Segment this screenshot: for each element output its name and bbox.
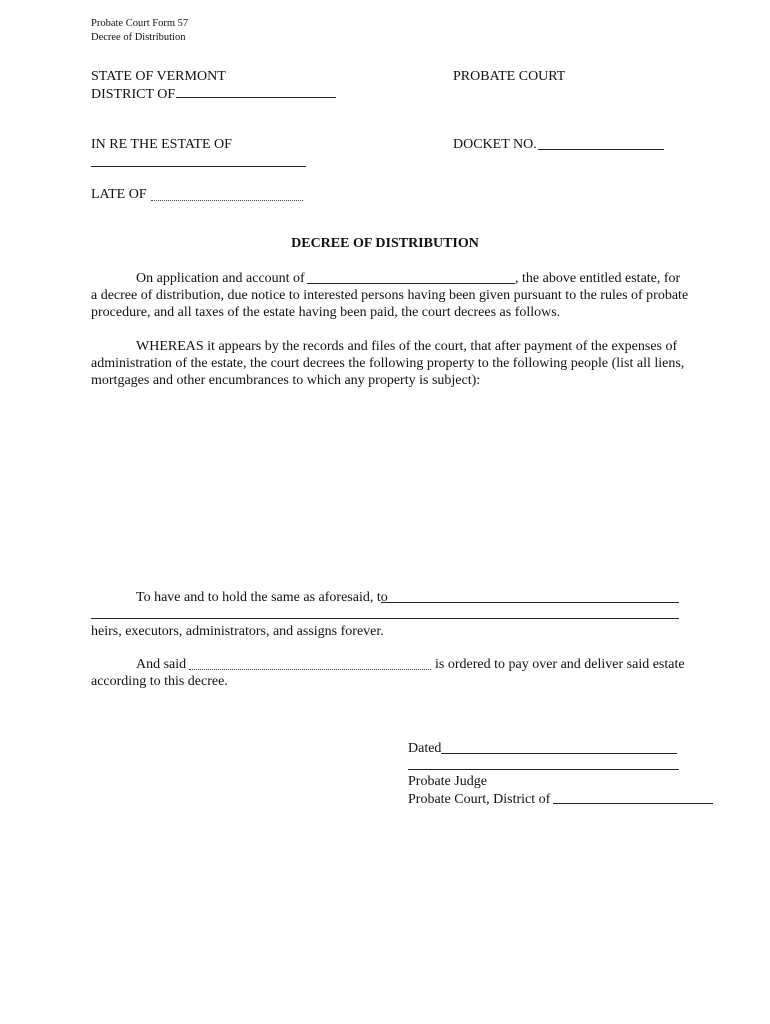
estate-label: IN RE THE ESTATE OF [91,137,232,152]
p1-rest: , the above entitled estate, for [515,271,681,286]
to-field-continued[interactable] [91,618,679,619]
late-of-field[interactable] [151,200,303,201]
district-field[interactable] [176,97,336,98]
p4-start: And said [136,657,187,672]
form-number: Probate Court Form 57 [91,18,189,29]
estate-name-field[interactable] [91,166,306,167]
state-label: STATE OF VERMONT [91,69,226,84]
applicant-field[interactable] [307,283,515,284]
judge-label: Probate Judge [408,774,487,789]
court-district-label: Probate Court, District of [408,792,551,807]
p1-line3: procedure, and all taxes of the estate having been paid, the court decrees as follows. [91,305,561,320]
p3-end: heirs, executors, administrators, and assigns forever. [91,624,384,639]
court-district-field[interactable] [553,803,713,804]
district-label: DISTRICT OF [91,87,176,102]
judge-signature-line[interactable] [408,769,679,770]
docket-label: DOCKET NO. [453,137,537,152]
court-label: PROBATE COURT [453,69,566,84]
to-field[interactable] [381,602,679,603]
p3-start: To have and to hold the same as aforesaid, to [136,590,388,605]
dated-label: Dated [408,741,442,756]
form-name: Decree of Distribution [91,32,186,43]
late-of-label: LATE OF [91,187,147,202]
p1-start: On application and account of [136,271,305,286]
p2-line2: administration of the estate, the court decrees the following property to the following people (list all liens, [91,356,685,371]
date-field[interactable] [441,753,677,754]
p1-line2: a decree of distribution, due notice to interested persons having been given pursuant to the rules of probate [91,288,689,303]
executor-field[interactable] [189,669,431,670]
p2-line1: WHEREAS it appears by the records and files of the court, that after payment of the expenses of [136,339,678,354]
document-title: DECREE OF DISTRIBUTION [291,236,479,251]
p4-rest: is ordered to pay over and deliver said estate [435,657,685,672]
docket-number-field[interactable] [538,149,664,150]
p4-line2: according to this decree. [91,674,228,689]
p2-line3: mortgages and other encumbrances to which any property is subject): [91,373,481,388]
